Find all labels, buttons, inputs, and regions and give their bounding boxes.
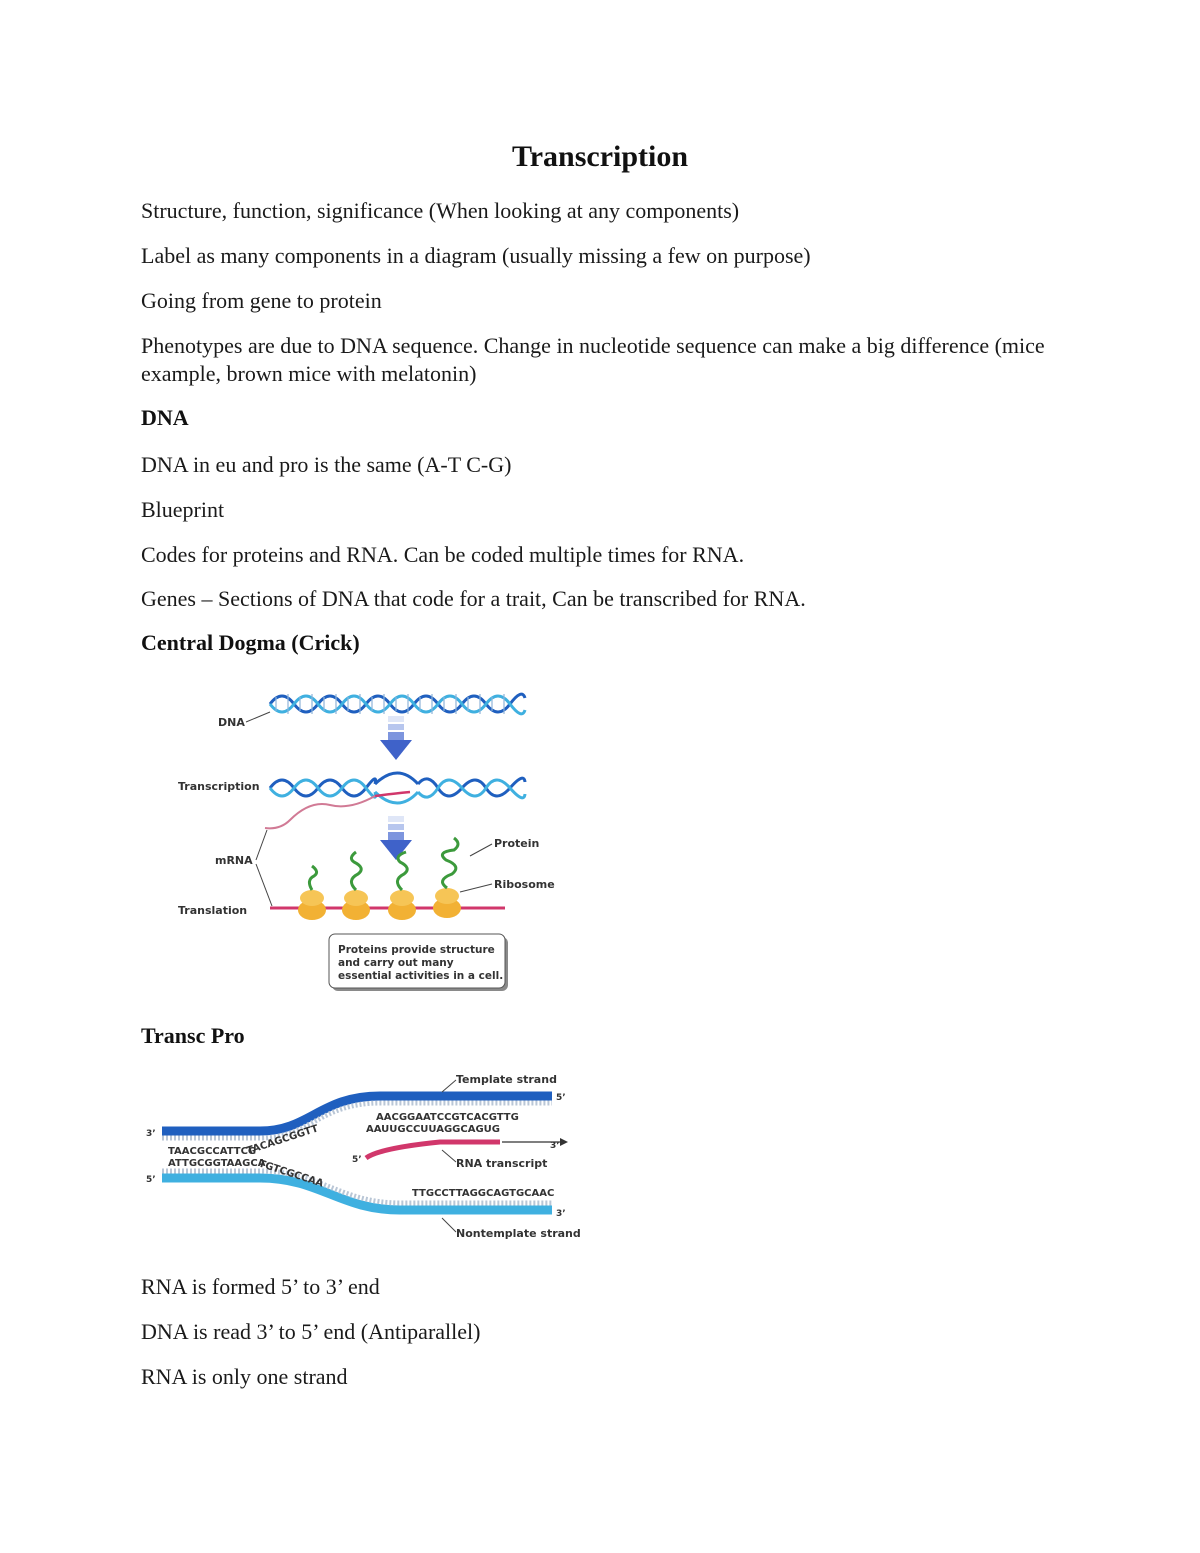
seq-bottom-right: TTGCCTTAGGCAGTGCAAC xyxy=(412,1188,555,1199)
dna-heading: DNA xyxy=(141,405,189,430)
seq-rna: AAUUGCCUUAGGCAGUG xyxy=(366,1124,500,1135)
label-nontemplate-strand: Nontemplate strand xyxy=(456,1227,581,1240)
page-title: Transcription xyxy=(511,140,689,173)
leader-nontemplate xyxy=(442,1218,456,1232)
transcription-strands-figure xyxy=(140,1068,590,1248)
label-3prime-left: 3’ xyxy=(146,1129,156,1139)
leader-ribosome xyxy=(460,884,492,892)
seq-top-left: TAACGCCATTCG xyxy=(168,1146,257,1157)
intro-line-2: Label as many components in a diagram (usually missing a few on purpose) xyxy=(141,243,811,268)
label-template-strand: Template strand xyxy=(456,1073,557,1086)
leader-protein xyxy=(470,844,492,856)
rna-point-2: DNA is read 3’ to 5’ end (Antiparallel) xyxy=(141,1319,481,1344)
leader-mrna-1 xyxy=(256,830,267,860)
leader-mrna-2 xyxy=(256,864,272,906)
caption-line-3: essential activities in a cell. xyxy=(338,970,504,982)
central-dogma-figure xyxy=(170,680,570,1000)
intro-line-1: Structure, function, significance (When looking at any components) xyxy=(141,198,740,223)
label-dna: DNA xyxy=(218,716,245,729)
dna-helix xyxy=(270,694,525,714)
central-dogma-heading: Central Dogma (Crick) xyxy=(141,630,360,655)
label-5prime-right: 5’ xyxy=(556,1093,566,1103)
label-5prime-left: 5’ xyxy=(146,1175,156,1185)
label-ribosome: Ribosome xyxy=(494,878,555,891)
mrna-strand xyxy=(265,796,375,828)
caption-line-2: and carry out many xyxy=(338,957,454,969)
dna-point-1: DNA in eu and pro is the same (A-T C-G) xyxy=(141,452,512,477)
arrow-right-icon xyxy=(560,1138,568,1146)
seq-bottom-diag: TGTCGCCAA xyxy=(257,1158,325,1190)
intro-line-3: Going from gene to protein xyxy=(141,288,382,313)
dna-point-3: Codes for proteins and RNA. Can be coded multiple times for RNA. xyxy=(141,542,745,567)
label-5prime-rna: 5’ xyxy=(352,1155,362,1165)
rna-point-3: RNA is only one strand xyxy=(141,1364,348,1389)
seq-top-diag: TACAGCGGTT xyxy=(245,1123,320,1157)
transc-pro-heading: Transc Pro xyxy=(141,1023,245,1048)
intro-line-4: Phenotypes are due to DNA sequence. Change in nucleotide sequence can make a big difference (mice example, brown mice with melatonin) xyxy=(141,333,1045,386)
leader-dna xyxy=(246,712,270,722)
transcription-helix xyxy=(270,773,525,803)
dna-point-4: Genes – Sections of DNA that code for a trait, Can be transcribed for RNA. xyxy=(141,586,806,611)
leader-template xyxy=(442,1080,456,1092)
caption-line-1: Proteins provide structure xyxy=(338,944,495,956)
dna-point-2: Blueprint xyxy=(141,497,225,522)
leader-rna xyxy=(442,1150,456,1162)
label-mrna: mRNA xyxy=(215,854,253,867)
label-3prime-rna: 3’ xyxy=(550,1141,560,1151)
rna-point-1: RNA is formed 5’ to 3’ end xyxy=(141,1274,380,1299)
label-protein: Protein xyxy=(494,837,540,850)
seq-bottom-left: ATTGCGGTAAGCA xyxy=(168,1158,266,1169)
ribosome-icon xyxy=(298,888,461,920)
rna-transcript xyxy=(366,1142,500,1158)
label-3prime-right: 3’ xyxy=(556,1209,566,1219)
label-rna-transcript: RNA transcript xyxy=(456,1157,548,1170)
down-arrow-icon xyxy=(380,816,412,860)
label-translation: Translation xyxy=(178,904,248,917)
seq-top-right: AACGGAATCCGTCACGTTG xyxy=(376,1112,519,1123)
down-arrow-icon xyxy=(380,716,412,760)
label-transcription: Transcription xyxy=(178,780,260,793)
protein-icon xyxy=(309,838,458,890)
